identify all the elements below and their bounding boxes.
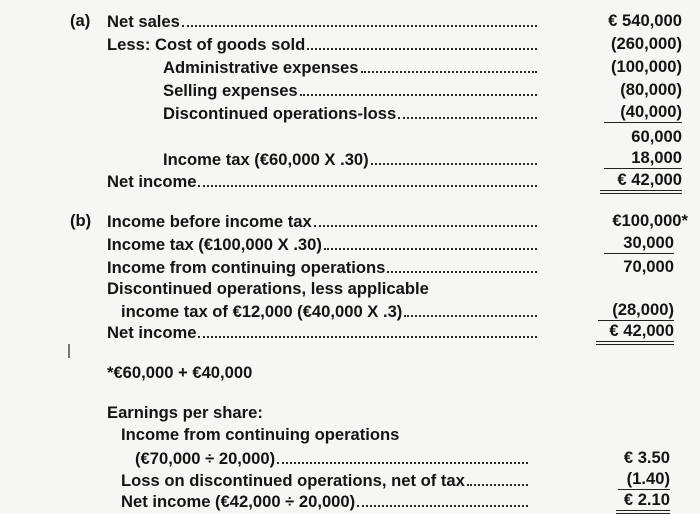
part-a-label: (a) — [70, 11, 91, 30]
leader-dots — [404, 300, 537, 317]
leader-dots — [307, 33, 537, 50]
part-b-label: (b) — [70, 211, 92, 230]
income-from-continuing-operations-amount: 70,000 — [623, 257, 674, 276]
net-income-b-label: Net income — [107, 323, 197, 342]
eps-net-income-label: Net income (€42,000 ÷ 20,000) — [121, 492, 356, 511]
discontinued-operations-loss-label: Discontinued operations-loss — [163, 104, 397, 123]
net-income-amount: € 42,000 — [600, 170, 682, 194]
leader-dots — [198, 321, 537, 338]
leader-dots — [314, 210, 537, 227]
discontinued-operations-net-line — [121, 300, 537, 322]
net-income-b-amount: € 42,000 — [596, 321, 674, 345]
leader-dots — [467, 469, 528, 486]
footnote: *€60,000 + €40,000 — [107, 363, 253, 382]
discontinued-operations-loss-amount: (40,000) — [604, 102, 682, 123]
income-before-tax-amount: 60,000 — [631, 127, 682, 146]
net-income-label: Net income — [107, 172, 197, 191]
eps-continuing-calc-label: (€70,000 ÷ 20,000) — [135, 449, 276, 468]
eps-continuing-calc-line — [135, 447, 528, 469]
eps-continuing-amount: € 3.50 — [623, 448, 670, 467]
administrative-expenses-label: Administrative expenses — [163, 58, 359, 77]
income-tax-b-label: Income tax (€100,000 X .30) — [107, 235, 322, 254]
leader-dots — [398, 102, 537, 119]
administrative-expenses-amount: (100,000) — [610, 57, 682, 76]
leader-dots — [371, 148, 537, 165]
margin-mark — [68, 344, 70, 358]
income-tax-label: Income tax (€60,000 X .30) — [163, 150, 369, 169]
leader-dots — [361, 56, 537, 73]
leader-dots — [324, 233, 537, 250]
leader-dots — [198, 170, 537, 187]
income-tax-amount: 18,000 — [604, 148, 682, 169]
eps-net-income-amount: € 2.10 — [616, 490, 670, 514]
income-tax-line — [163, 148, 537, 170]
income-before-income-tax-line — [107, 210, 537, 232]
eps-discontinued-line — [121, 469, 528, 491]
discontinued-operations-loss-line — [163, 102, 537, 124]
net-sales-label: Net sales — [107, 12, 180, 31]
net-income-b-line — [107, 321, 537, 343]
leader-dots — [182, 10, 537, 27]
leader-dots — [357, 490, 528, 507]
income-tax-b-line — [107, 233, 537, 255]
net-sales-line — [107, 10, 537, 32]
selling-expenses-amount: (80,000) — [620, 80, 682, 99]
net-income-line — [107, 170, 537, 192]
administrative-expenses-line — [163, 56, 537, 78]
discontinued-operations-label: Discontinued operations, less applicable — [107, 279, 429, 298]
leader-dots — [300, 79, 537, 96]
income-before-income-tax-amount: €100,000* — [612, 211, 688, 230]
eps-discontinued-amount: (1.40) — [618, 469, 670, 490]
eps-net-income-line — [121, 490, 528, 512]
income-before-income-tax-label: Income before income tax — [107, 212, 312, 231]
selling-expenses-label: Selling expenses — [163, 81, 298, 100]
net-sales-amount: € 540,000 — [608, 11, 682, 30]
cost-of-goods-sold-amount: (260,000) — [610, 34, 682, 53]
eps-discontinued-label: Loss on discontinued operations, net of tax — [121, 471, 465, 490]
eps-heading: Earnings per share: — [107, 403, 263, 422]
leader-dots — [277, 447, 528, 464]
cost-of-goods-sold-label: Less: Cost of goods sold — [107, 35, 306, 54]
discontinued-operations-net-amount: (28,000) — [598, 300, 674, 321]
selling-expenses-line — [163, 79, 537, 101]
income-from-continuing-operations-line — [107, 256, 537, 278]
cost-of-goods-sold-line — [107, 33, 537, 55]
discontinued-operations-net-label: income tax of €12,000 (€40,000 X .3) — [121, 302, 403, 321]
income-from-continuing-operations-label: Income from continuing operations — [107, 258, 386, 277]
eps-continuing-operations-label: Income from continuing operations — [121, 425, 400, 444]
income-tax-b-amount: 30,000 — [604, 233, 674, 254]
leader-dots — [387, 256, 537, 273]
